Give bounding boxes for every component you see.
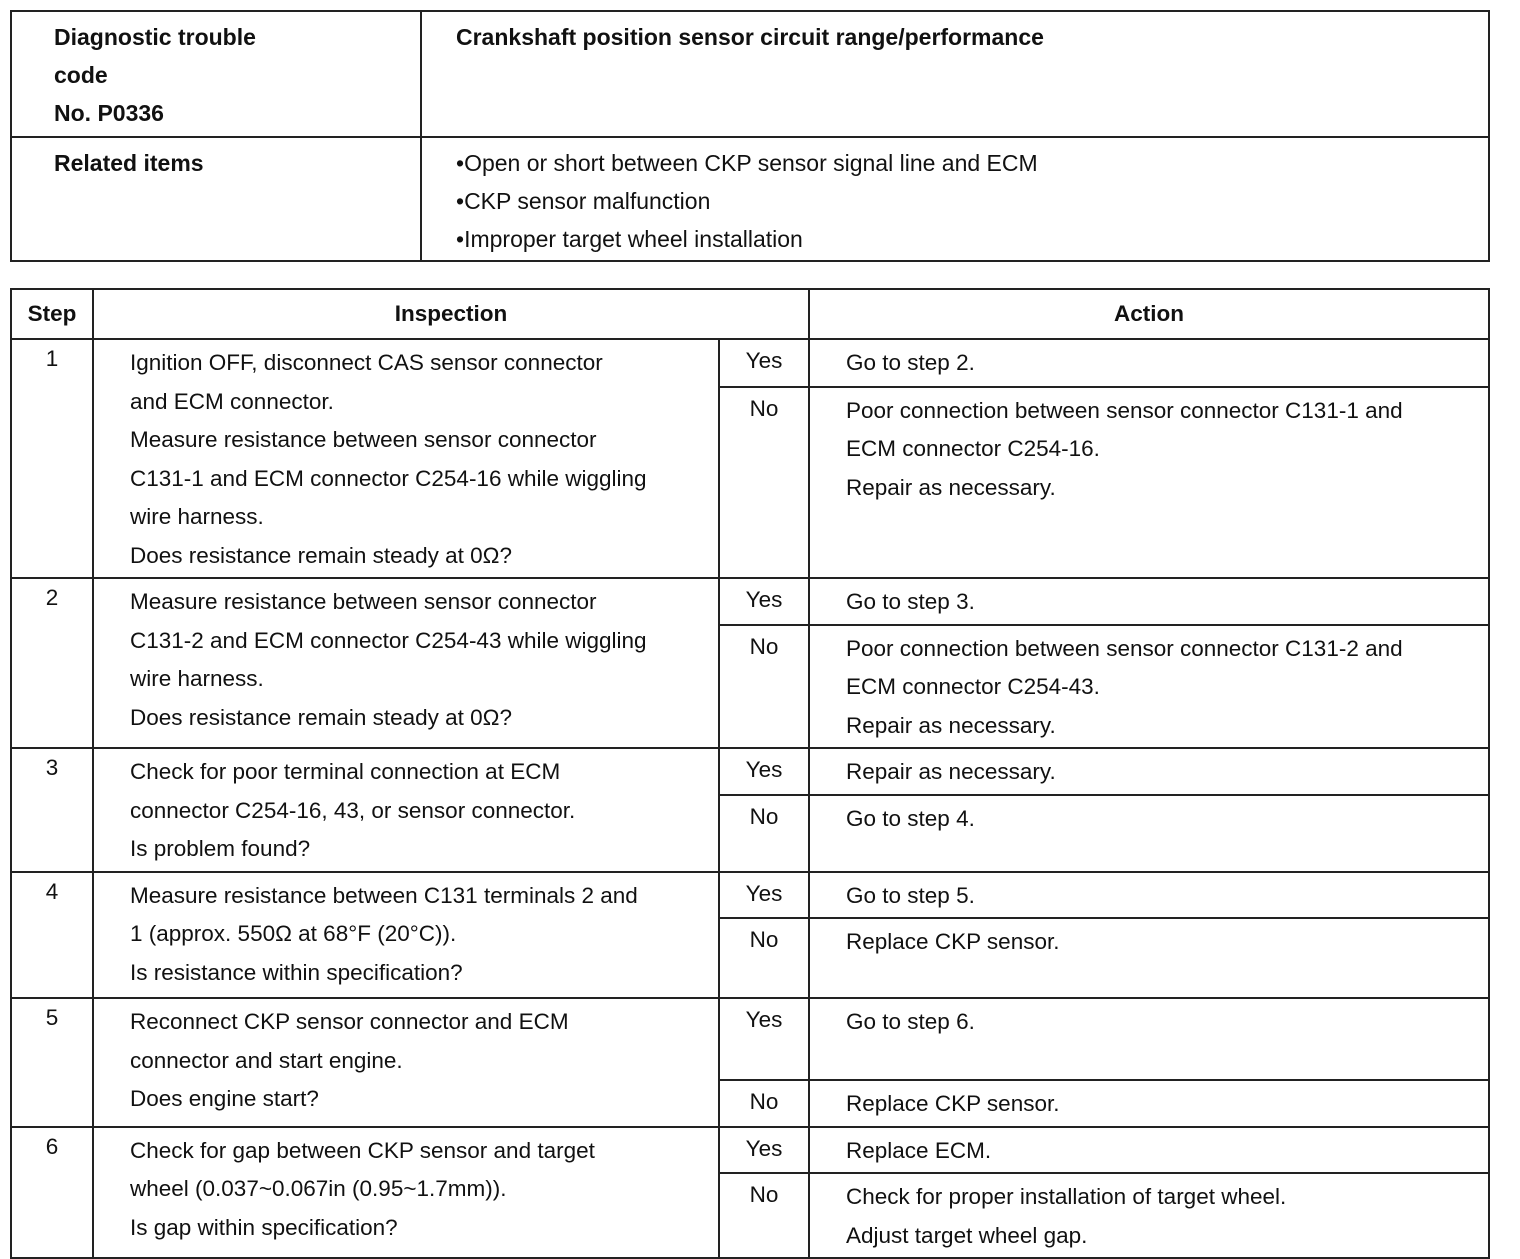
- inspection-line: Measure resistance between C131 terminals 2 and: [130, 882, 638, 908]
- no-action: [809, 795, 1489, 872]
- yes-action: [809, 578, 1489, 625]
- dtc-title: Crankshaft position sensor circuit range/performance: [456, 24, 1044, 50]
- related-items-list: [456, 144, 1488, 258]
- step-number: 5: [11, 998, 93, 1127]
- inspection-line: Measure resistance between sensor connector: [130, 589, 597, 614]
- no-action-line: ECM connector C254-16.: [846, 436, 1100, 462]
- no-action-line: Repair as necessary.: [846, 474, 1056, 500]
- no-action-line: ECM connector C254-43.: [846, 674, 1100, 699]
- yes-action-line: Go to step 3.: [846, 589, 975, 614]
- inspection-line: Check for gap between CKP sensor and target: [130, 1137, 595, 1163]
- related-item: • CKP sensor malfunction: [456, 182, 1488, 220]
- no-label: No: [719, 625, 809, 749]
- no-action: [809, 918, 1489, 998]
- no-action-line: Replace CKP sensor.: [846, 1091, 1060, 1116]
- inspection-line: Ignition OFF, disconnect CAS sensor connector: [130, 350, 603, 375]
- inspection-header: Inspection: [93, 289, 809, 339]
- yes-action: [809, 339, 1489, 387]
- yes-action-line: Go to step 6.: [846, 1009, 975, 1034]
- yes-action-line: Go to step 2.: [846, 350, 975, 375]
- inspection-cell: [93, 998, 719, 1127]
- inspection-line: Does resistance remain steady at 0Ω?: [130, 542, 513, 568]
- steps-body: [11, 339, 1489, 1258]
- yes-label: Yes: [719, 872, 809, 919]
- inspection-line: wire harness.: [130, 504, 264, 529]
- no-label: No: [719, 1173, 809, 1258]
- related-items-cell: [421, 137, 1489, 261]
- no-label: No: [719, 1080, 809, 1127]
- yes-label: Yes: [719, 1127, 809, 1174]
- inspection-cell: [93, 578, 719, 748]
- yes-action: [809, 748, 1489, 795]
- inspection-line: Does resistance remain steady at 0Ω?: [130, 704, 513, 730]
- step-row: [11, 578, 1489, 625]
- no-action: [809, 625, 1489, 749]
- dtc-label-line: code: [54, 62, 108, 88]
- yes-label: Yes: [719, 578, 809, 625]
- dtc-label-line: Diagnostic trouble: [54, 24, 256, 50]
- yes-action-line: Go to step 5.: [846, 882, 975, 908]
- related-item: • Improper target wheel installation: [456, 220, 1488, 258]
- dtc-title-cell: [421, 11, 1489, 137]
- inspection-line: wheel (0.037~0.067in (0.95~1.7mm)).: [130, 1176, 507, 1201]
- no-action-line: Go to step 4.: [846, 805, 975, 831]
- step-row: [11, 998, 1489, 1080]
- yes-label: Yes: [719, 339, 809, 387]
- inspection-line: Measure resistance between sensor connector: [130, 427, 597, 452]
- no-action-line: Replace CKP sensor.: [846, 929, 1060, 954]
- no-action-line: Check for proper installation of target wheel.: [846, 1184, 1287, 1209]
- dtc-label: [11, 11, 421, 137]
- inspection-line: 1 (approx. 550Ω at 68°F (20°C)).: [130, 921, 457, 946]
- no-action: [809, 387, 1489, 578]
- no-action-line: Repair as necessary.: [846, 712, 1056, 738]
- inspection-line: and ECM connector.: [130, 388, 334, 414]
- yes-action: [809, 1127, 1489, 1174]
- no-action: [809, 1080, 1489, 1127]
- step-number: 2: [11, 578, 93, 748]
- related-item: • Open or short between CKP sensor signal line and ECM: [456, 144, 1488, 182]
- inspection-cell: [93, 339, 719, 578]
- step-number: 4: [11, 872, 93, 999]
- yes-action: [809, 872, 1489, 919]
- no-action-line: Poor connection between sensor connector C131-1 and: [846, 397, 1403, 423]
- related-items-label: Related items: [11, 137, 421, 261]
- step-row: [11, 748, 1489, 795]
- inspection-cell: [93, 872, 719, 999]
- inspection-cell: [93, 1127, 719, 1259]
- step-header: Step: [11, 289, 93, 339]
- no-label: No: [719, 918, 809, 998]
- inspection-table: [10, 288, 1490, 1259]
- step-number: 1: [11, 339, 93, 578]
- dtc-label-line: No. P0336: [54, 100, 164, 126]
- no-label: No: [719, 795, 809, 872]
- yes-action-line: Replace ECM.: [846, 1137, 992, 1163]
- no-action-line: Adjust target wheel gap.: [846, 1222, 1088, 1248]
- step-row: [11, 1127, 1489, 1174]
- inspection-line: Reconnect CKP sensor connector and ECM: [130, 1009, 569, 1034]
- inspection-line: Is gap within specification?: [130, 1214, 398, 1240]
- inspection-cell: [93, 748, 719, 872]
- yes-label: Yes: [719, 998, 809, 1080]
- inspection-line: wire harness.: [130, 666, 264, 691]
- dtc-header-table: [10, 10, 1490, 262]
- step-number: 3: [11, 748, 93, 872]
- inspection-line: connector and start engine.: [130, 1047, 403, 1073]
- no-action: [809, 1173, 1489, 1258]
- yes-action: [809, 998, 1489, 1080]
- step-row: [11, 339, 1489, 387]
- yes-action-line: Repair as necessary.: [846, 759, 1056, 784]
- action-header: Action: [809, 289, 1489, 339]
- no-label: No: [719, 387, 809, 578]
- inspection-line: Does engine start?: [130, 1086, 319, 1111]
- no-action-line: Poor connection between sensor connector C131-2 and: [846, 635, 1403, 661]
- inspection-line: Is problem found?: [130, 836, 311, 861]
- step-row: [11, 872, 1489, 919]
- inspection-line: Check for poor terminal connection at ECM: [130, 759, 561, 784]
- inspection-line: C131-2 and ECM connector C254-43 while wiggling: [130, 627, 647, 653]
- inspection-line: C131-1 and ECM connector C254-16 while wiggling: [130, 465, 647, 491]
- inspection-line: connector C254-16, 43, or sensor connector.: [130, 797, 576, 823]
- yes-label: Yes: [719, 748, 809, 795]
- inspection-line: Is resistance within specification?: [130, 959, 463, 985]
- step-number: 6: [11, 1127, 93, 1259]
